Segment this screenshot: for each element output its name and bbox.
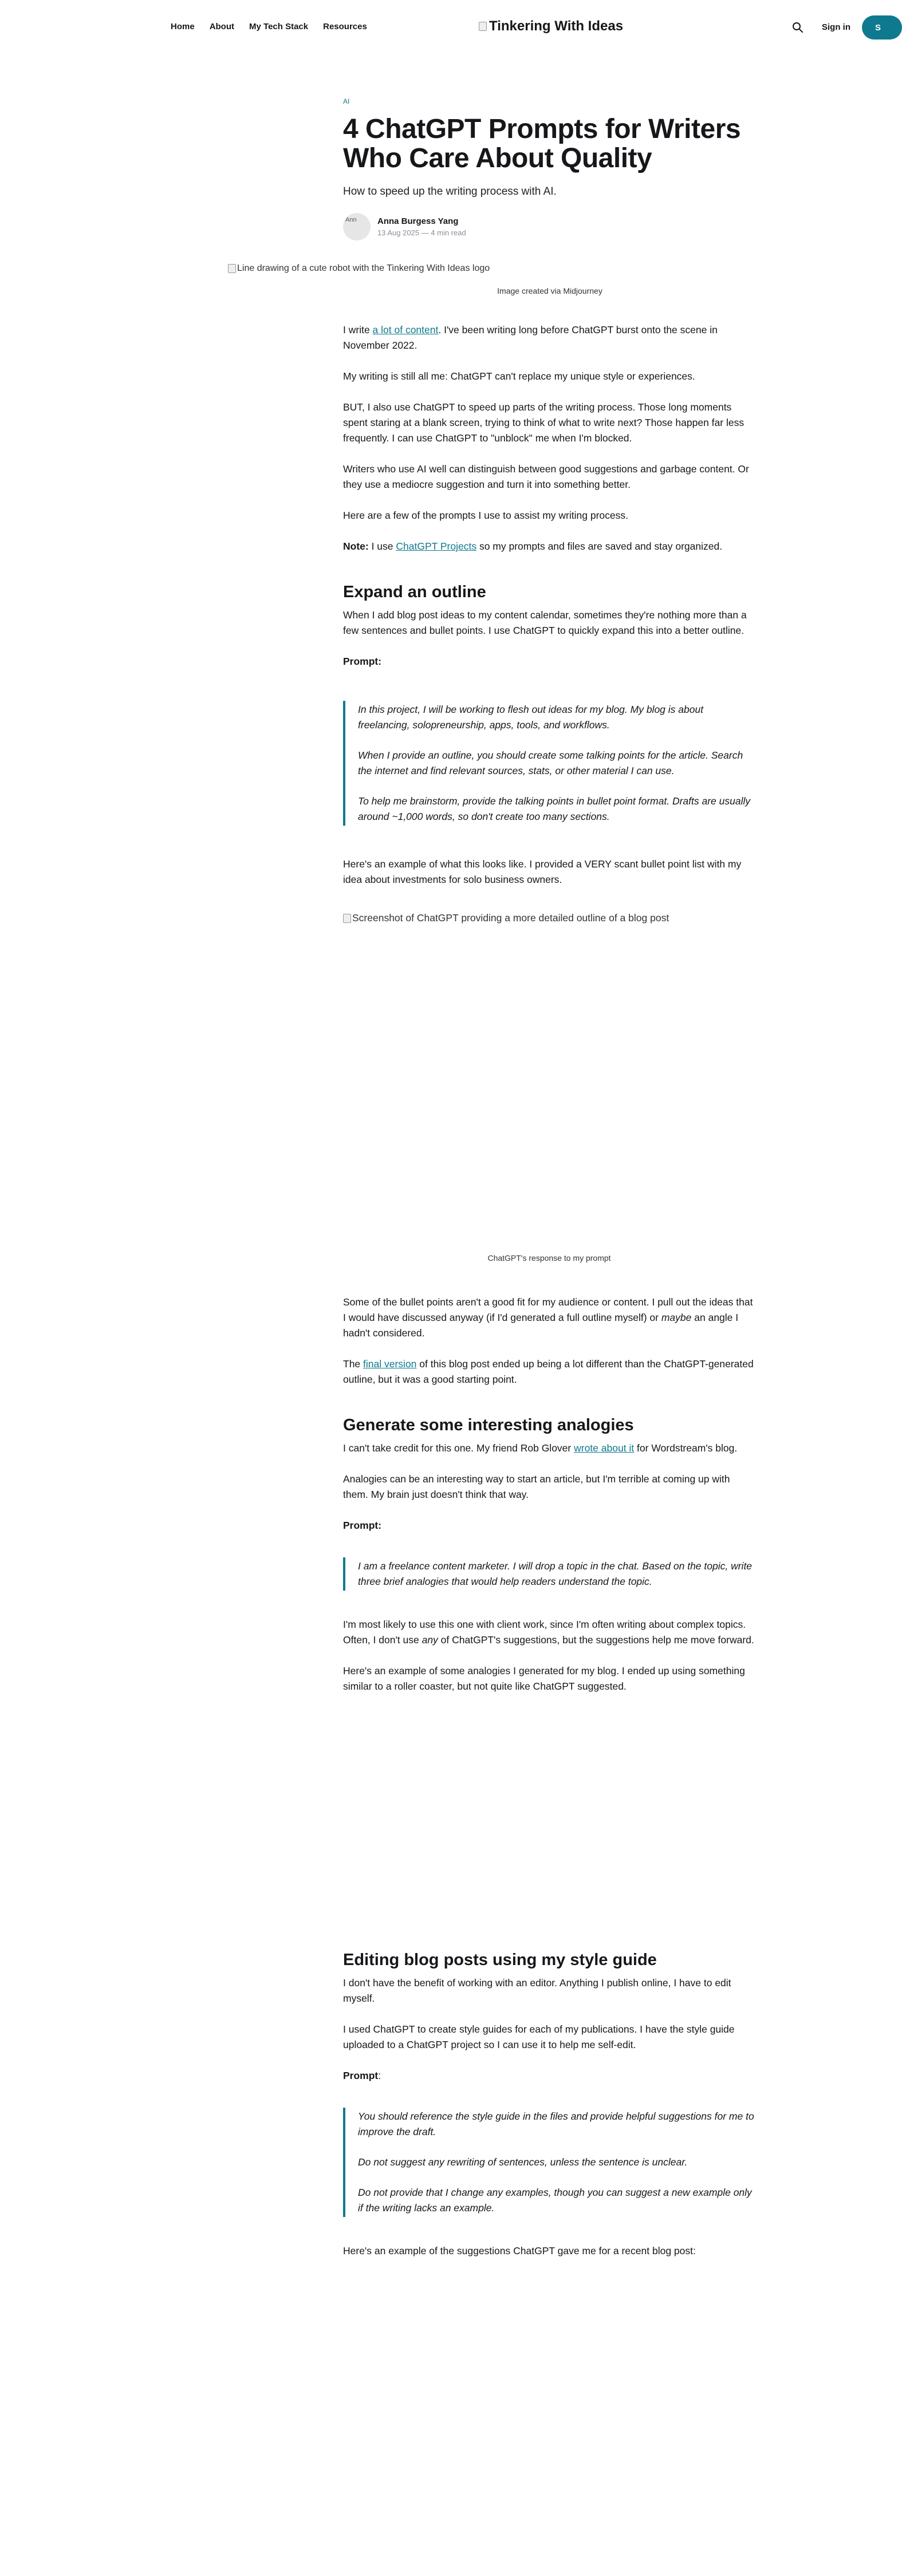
prompt-quote — [343, 1557, 755, 1591]
author-meta — [377, 216, 466, 237]
note-paragraph — [343, 539, 755, 554]
quote-paragraph: Do not suggest any rewriting of sentences, unless the sentence is unclear. — [358, 2156, 688, 2168]
paragraph — [343, 322, 755, 353]
read-time: 4 min read — [431, 228, 466, 237]
section-heading-expand-outline: Expand an outline — [343, 583, 486, 601]
emphasis: maybe — [661, 1312, 692, 1323]
quote-paragraph: When I provide an outline, you should create some talking points for the article. Search the internet and find relevant sources, stats, or other material I can use. — [358, 749, 743, 776]
text: of ChatGPT's suggestions, but the suggestions help me move forward. — [438, 1634, 754, 1646]
text: I can't take credit for this one. My friend Rob Glover — [343, 1442, 574, 1454]
text: : — [378, 2070, 381, 2081]
paragraph: I used ChatGPT to create style guides for each of my publications. I have the style guide uploaded to a ChatGPT project so I can use it to help me self-edit. — [343, 2023, 735, 2050]
analogies-image-space — [343, 1710, 755, 1950]
outline-screenshot — [343, 910, 755, 926]
broken-image-icon — [479, 22, 487, 31]
content-link[interactable]: a lot of content — [372, 324, 439, 336]
article-header — [343, 97, 755, 240]
main-nav — [171, 22, 367, 31]
paragraph: When I add blog post ideas to my content calendar, sometimes they're nothing more than a few sentences and bullet points. I use ChatGPT to quickly expand this into a better outline. — [343, 609, 747, 636]
subscribe-button[interactable]: S — [862, 15, 902, 40]
quote-paragraph: I am a freelance content marketer. I will drop a topic in the chat. Based on the topic, write three brief analogies that would help readers understand the topic. — [358, 1560, 753, 1587]
paragraph: Here are a few of the prompts I use to assist my writing process. — [343, 510, 628, 521]
note-label: Note: — [343, 541, 369, 552]
quote-paragraph: In this project, I will be working to flesh out ideas for my blog. My blog is about freelancing, solopreneurship, apps, tools, and workflows. — [358, 704, 704, 731]
site-header — [0, 0, 880, 56]
prompt-label-text: Prompt: — [343, 656, 382, 667]
post-title: 4 ChatGPT Prompts for Writers Who Care About Quality — [343, 114, 741, 173]
site-logo[interactable] — [479, 18, 623, 34]
post-date — [377, 228, 466, 237]
broken-image-icon — [228, 264, 236, 273]
avatar[interactable] — [343, 213, 371, 240]
outline-screenshot-caption: ChatGPT's response to my prompt — [487, 1253, 611, 1263]
feature-image-caption: Image created via Midjourney — [497, 286, 602, 295]
feature-image-alt: Line drawing of a cute robot with the Tinkering With Ideas logo — [237, 263, 490, 273]
paragraph: I don't have the benefit of working with an editor. Anything I publish online, I have to edit myself. — [343, 1977, 731, 2004]
paragraph: Here's an example of some analogies I generated for my blog. I ended up using something similar to a roller coaster, but not quite like ChatGPT suggested. — [343, 1665, 745, 1692]
signin-link[interactable]: Sign in — [822, 22, 850, 32]
quote-paragraph: You should reference the style guide in the files and provide helpful suggestions for me to improve the draft. — [358, 2110, 754, 2137]
section-heading-style-guide: Editing blog posts using my style guide — [343, 1951, 657, 1969]
author-name[interactable]: Anna Burgess Yang — [377, 216, 459, 226]
post-content — [343, 322, 755, 2274]
search-icon — [791, 21, 805, 34]
post-tag[interactable]: AI — [343, 97, 350, 105]
text: . I've been writing long before ChatGPT burst onto the scene in November 2022. — [343, 324, 718, 351]
paragraph — [343, 1295, 755, 1341]
text: Some of the bullet points aren't a good fit for my audience or content. I pull out the ideas that I would have discussed anyway (if I'd generated a full outline myself) or — [343, 1296, 753, 1323]
prompt-quote — [343, 701, 755, 826]
text: so my prompts and files are saved and stay organized. — [476, 541, 723, 552]
text: for Wordstream's blog. — [634, 1442, 738, 1454]
paragraph: My writing is still all me: ChatGPT can't replace my unique style or experiences. — [343, 370, 695, 382]
nav-my-tech-stack[interactable]: My Tech Stack — [249, 22, 309, 31]
broken-image-icon — [343, 914, 351, 923]
date-separator: — — [421, 228, 429, 237]
prompt-label — [343, 1518, 755, 1533]
prompt-label — [343, 654, 755, 669]
prompt-label — [343, 2068, 755, 2084]
paragraph: BUT, I also use ChatGPT to speed up parts of the writing process. Those long moments spent staring at a blank screen, trying to think of what to write next? Those happen far less frequently. I can use ChatGPT to "unblock" me when I'm blocked. — [343, 401, 745, 444]
text: The — [343, 1358, 364, 1370]
prompt-label-text: Prompt — [343, 2070, 379, 2081]
nav-home[interactable]: Home — [171, 22, 195, 31]
paragraph: Here's an example of the suggestions ChatGPT gave me for a recent blog post: — [343, 2245, 696, 2257]
post-subtitle: How to speed up the writing process with AI. — [343, 186, 557, 198]
site-logo-alt: Tinkering With Ideas — [489, 18, 624, 34]
text: of this blog post ended up being a lot different than the ChatGPT-generated outline, but it was a good starting point. — [343, 1358, 754, 1385]
paragraph: Here's an example of what this looks like. I provided a VERY scant bullet point list with my idea about investments for solo business owners. — [343, 858, 742, 885]
chatgpt-projects-link[interactable]: ChatGPT Projects — [396, 541, 477, 552]
quote-paragraph: Do not provide that I change any examples, though you can suggest a new example only if the writing lacks an example. — [358, 2187, 752, 2214]
paragraph — [343, 1617, 755, 1648]
feature-image — [228, 263, 652, 274]
text: I write — [343, 324, 373, 336]
section-heading-analogies: Generate some interesting analogies — [343, 1416, 634, 1434]
search-button[interactable] — [791, 21, 805, 34]
image-space — [343, 926, 755, 1250]
avatar-alt: Ann — [345, 216, 357, 223]
wrote-about-it-link[interactable]: wrote about it — [574, 1442, 635, 1454]
author-block — [343, 213, 755, 240]
paragraph — [343, 1441, 755, 1456]
nav-about[interactable]: About — [209, 22, 235, 31]
final-version-link[interactable]: final version — [363, 1358, 417, 1370]
emphasis: any — [422, 1634, 438, 1646]
outline-screenshot-alt: Screenshot of ChatGPT providing a more detailed outline of a blog post — [352, 912, 669, 924]
paragraph — [343, 1356, 755, 1387]
prompt-label-text: Prompt: — [343, 1520, 382, 1531]
text: I'm most likely to use this one with client work, since I'm often writing about complex topics. Often, I don't use — [343, 1619, 746, 1646]
quote-paragraph: To help me brainstorm, provide the talking points in bullet point format. Drafts are usually around ~1,000 words, so don't create too many sections. — [358, 795, 751, 822]
nav-resources[interactable]: Resources — [323, 22, 367, 31]
post-date-value: 13 Aug 2025 — [377, 228, 420, 237]
paragraph: Writers who use AI well can distinguish between good suggestions and garbage content. Or they use a mediocre suggestion and turn it into something better. — [343, 463, 749, 490]
text: I use — [368, 541, 396, 552]
text: an angle I hadn't considered. — [343, 1312, 739, 1339]
prompt-quote — [343, 2108, 755, 2217]
paragraph: Analogies can be an interesting way to start an article, but I'm terrible at coming up with them. My brain just doesn't think that way. — [343, 1473, 730, 1500]
